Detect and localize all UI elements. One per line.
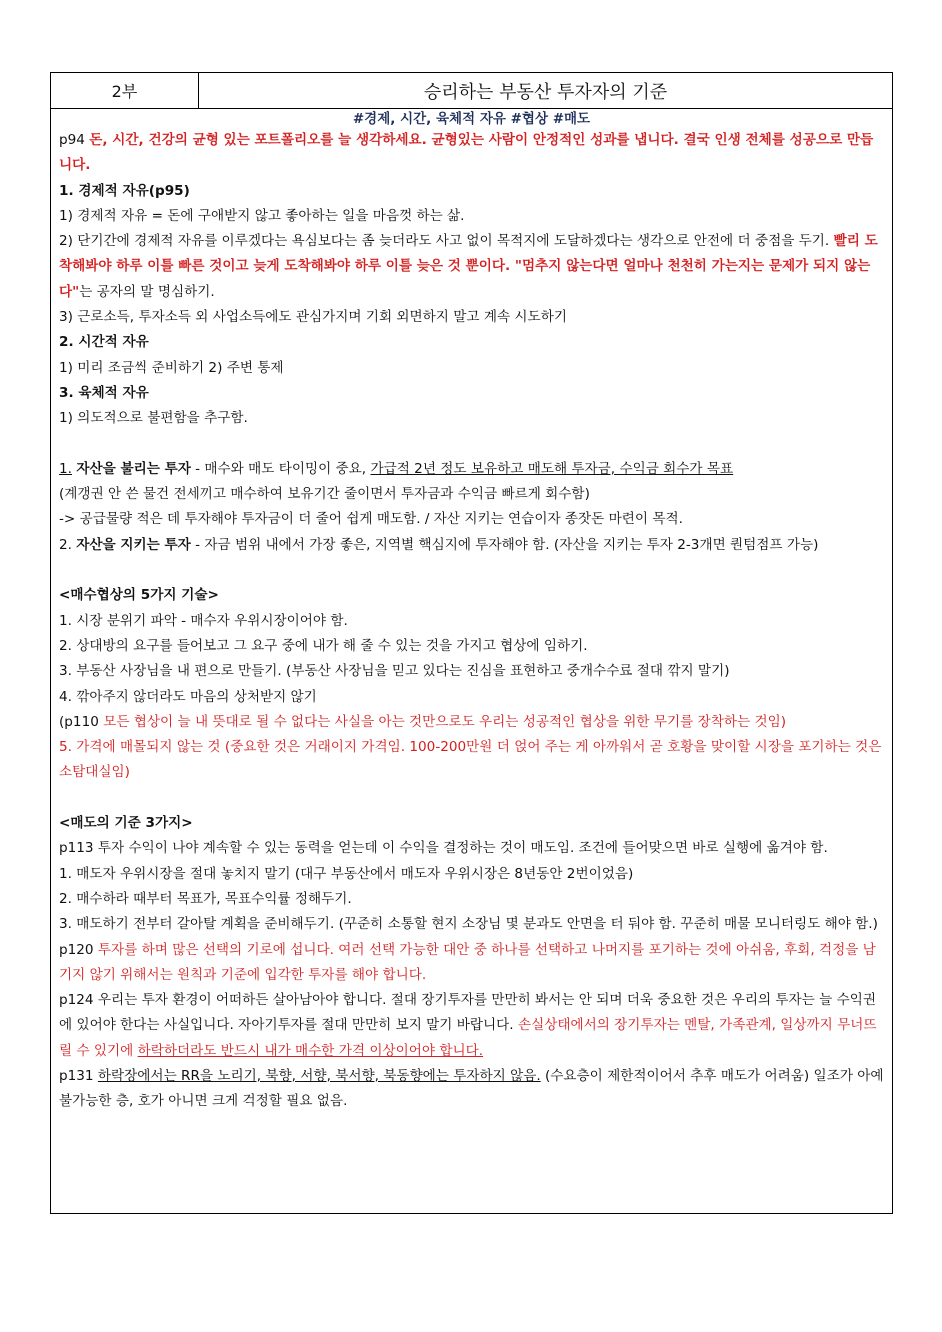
p113-paragraph: p113 투자 수익이 나야 계속할 수 있는 동력을 얻는데 이 수익을 결정하는 것이 매도임. 조건에 들어맞으면 바로 실행에 옮겨야 함. xyxy=(59,840,828,857)
grow-goal: 가급적 2년 정도 보유하고 매도해 투자금, 수익금 회수가 목표 xyxy=(370,460,734,477)
p110-paragraph xyxy=(59,710,884,735)
list-item: 2. 상대방의 요구를 들어보고 그 요구 중에 내가 해 줄 수 있는 것을 가지고 협상에 임하기. xyxy=(59,637,588,654)
spacer xyxy=(59,558,884,583)
time-heading: 2. 시간적 자유 xyxy=(59,334,149,351)
keep-label: 자산을 지키는 투자 xyxy=(76,536,191,553)
table-header xyxy=(51,73,892,109)
page-title: 승리하는 부동산 투자자의 기준 xyxy=(423,81,668,103)
p131-rest: (수요층이 제한적이어서 추후 매도가 어려움) 일조가 아예 불가능한 층, 호가 아니면 크게 걱정할 필요 없음. xyxy=(59,1067,884,1110)
list-item: 5. 가격에 매몰되지 않는 것 (중요한 것은 거래이지 가격임. 100-200만원 더 얹어 주는 게 아까워서 곧 호황을 맞이할 시장을 포기하는 것은 소탐대실임) xyxy=(59,739,882,781)
hashtags: #경제, 시간, 육체적 자유 #협상 #매도 xyxy=(352,111,591,127)
spacer xyxy=(59,786,884,811)
list-item: 3. 부동산 사장님을 내 편으로 만들기. (부동산 사장님을 믿고 있다는 진심을 표현하고 중개수수료 절대 깎지 말기) xyxy=(59,663,730,680)
physical-heading: 3. 육체적 자유 xyxy=(59,384,149,401)
p120-quote: 투자를 하며 많은 선택의 기로에 섭니다. 여러 선택 가능한 대안 중 하나를 선택하고 나머지를 포기하는 것에 아쉬움, 후회, 걱정을 남기지 않기 위해서는 원칙과 기준에 입각한 투자를 해야 합니다. xyxy=(59,941,876,983)
page-ref: (p110 xyxy=(59,713,104,730)
selling-heading: <매도의 기준 3가지> xyxy=(59,815,193,832)
keep-investment xyxy=(59,533,884,558)
grow-investment xyxy=(59,457,884,482)
economic-heading: 1. 경제적 자유(p95) xyxy=(59,182,190,199)
p124-text: p124 우리는 투자 환경이 어떠하든 살아남아야 합니다. 절대 장기투자를 만만히 봐서는 안 되며 더욱 중요한 것은 우리의 투자는 늘 수익권에 있어야 한다는 사실입니다. 자아기투자를 절대 만만히 보지 말기 바랍니다. xyxy=(59,992,876,1034)
p131-underlined: 하락장에서는 RR을 노리기, 북향, 서향, 북서향, 북동향에는 투자하지 않음. xyxy=(97,1067,541,1084)
list-item: 1. 시장 분위기 파악 - 매수자 우위시장이어야 함. xyxy=(59,612,348,629)
list-item: 4. 깎아주지 않더라도 마음의 상처받지 않기 xyxy=(59,688,317,705)
grow-note: (계갱권 안 쓴 물건 전세끼고 매수하여 보유기간 줄이면서 투자금과 수익금 빠르게 회수함) xyxy=(59,486,590,503)
list-item: 2. 매수하라 때부터 목표가, 목표수익률 정해두기. xyxy=(59,890,352,907)
spacer xyxy=(59,432,884,457)
p94-quote: 돈, 시간, 건강의 균형 있는 포트폴리오를 늘 생각하세요. 균형있는 사람이 안정적인 성과를 냅니다. 결국 인생 전체를 성공으로 만듭니다. xyxy=(59,132,874,174)
grow-arrow: -> 공급물량 적은 데 투자해야 투자금이 더 줄어 쉽게 매도함. / 자산 지키는 연습이자 종잣돈 마련이 목적. xyxy=(59,511,683,528)
negotiation-heading: <매수협상의 5가지 기술> xyxy=(59,587,219,604)
part-label: 2부 xyxy=(51,73,199,108)
grow-label: 자산을 불리는 투자 xyxy=(76,460,191,477)
economic-item-2-tail: 는 공자의 말 명심하기. xyxy=(79,283,215,300)
p131-paragraph xyxy=(59,1064,884,1115)
content-body xyxy=(51,128,892,1115)
p110-quote: 모든 협상이 늘 내 뜻대로 될 수 없다는 사실을 아는 것만으로도 우리는 성공적인 협상을 위한 무기를 장착하는 것임) xyxy=(103,713,787,730)
page-ref: p94 xyxy=(59,132,90,148)
economic-item-3: 3) 근로소득, 투자소득 외 사업소득에도 관심가지며 기회 외면하지 말고 계속 시도하기 xyxy=(59,309,567,326)
economic-item-2-quote: 빨리 도착해봐야 하루 이틀 빠른 것이고 늦게 도착해봐야 하루 이틀 늦은 것 뿐이다. "멈추지 않는다면 얼마나 천천히 가는지는 문제가 되지 않는다" xyxy=(59,233,878,300)
keep-number: 2. xyxy=(59,536,77,553)
p124-quote-underlined: 하락하더라도 반드시 내가 매수한 가격 이상이어야 합니다. xyxy=(137,1042,484,1059)
p120-paragraph xyxy=(59,938,884,989)
grow-mid: - 매수와 매도 타이밍이 중요, xyxy=(190,460,371,477)
keep-rest: - 자금 범위 내에서 가장 좋은, 지역별 핵심지에 투자해야 함. (자산을 지키는 투자 2-3개면 퀀텀점프 가능) xyxy=(190,536,819,553)
grow-number: 1. xyxy=(59,460,72,477)
time-items: 1) 미리 조금씩 준비하기 2) 주변 통제 xyxy=(59,359,284,376)
page-ref: p131 xyxy=(59,1067,98,1084)
p94-paragraph xyxy=(59,128,884,179)
p124-paragraph xyxy=(59,988,884,1064)
list-item: 3. 매도하기 전부터 갈아탈 계획을 준비해두기. (꾸준히 소통할 현지 소장님 몇 분과도 안면을 터 둬야 함. 꾸준히 매물 모니터링도 해야 함.) xyxy=(59,916,878,933)
page-ref: p120 xyxy=(59,941,98,958)
p124-quote: 손실상태에서의 장기투자는 멘탈, 가족관계, 일상까지 무너뜨릴 수 있기에 xyxy=(59,1017,877,1059)
economic-item-1: 1) 경제적 자유 = 돈에 구애받지 않고 좋아하는 일을 마음껏 하는 삶. xyxy=(59,207,465,224)
physical-item-1: 1) 의도적으로 불편함을 추구함. xyxy=(59,410,248,427)
document-table xyxy=(50,72,893,1214)
economic-item-2-text: 2) 단기간에 경제적 자유를 이루겠다는 욕심보다는 좀 늦더라도 사고 없이 목적지에 도달하겠다는 생각으로 안전에 더 중점을 두기. xyxy=(59,233,834,250)
economic-item-2 xyxy=(59,229,884,305)
list-item: 1. 매도자 우위시장을 절대 놓치지 말기 (대구 부동산에서 매도자 우위시장은 8년동안 2번이었음) xyxy=(59,865,634,882)
